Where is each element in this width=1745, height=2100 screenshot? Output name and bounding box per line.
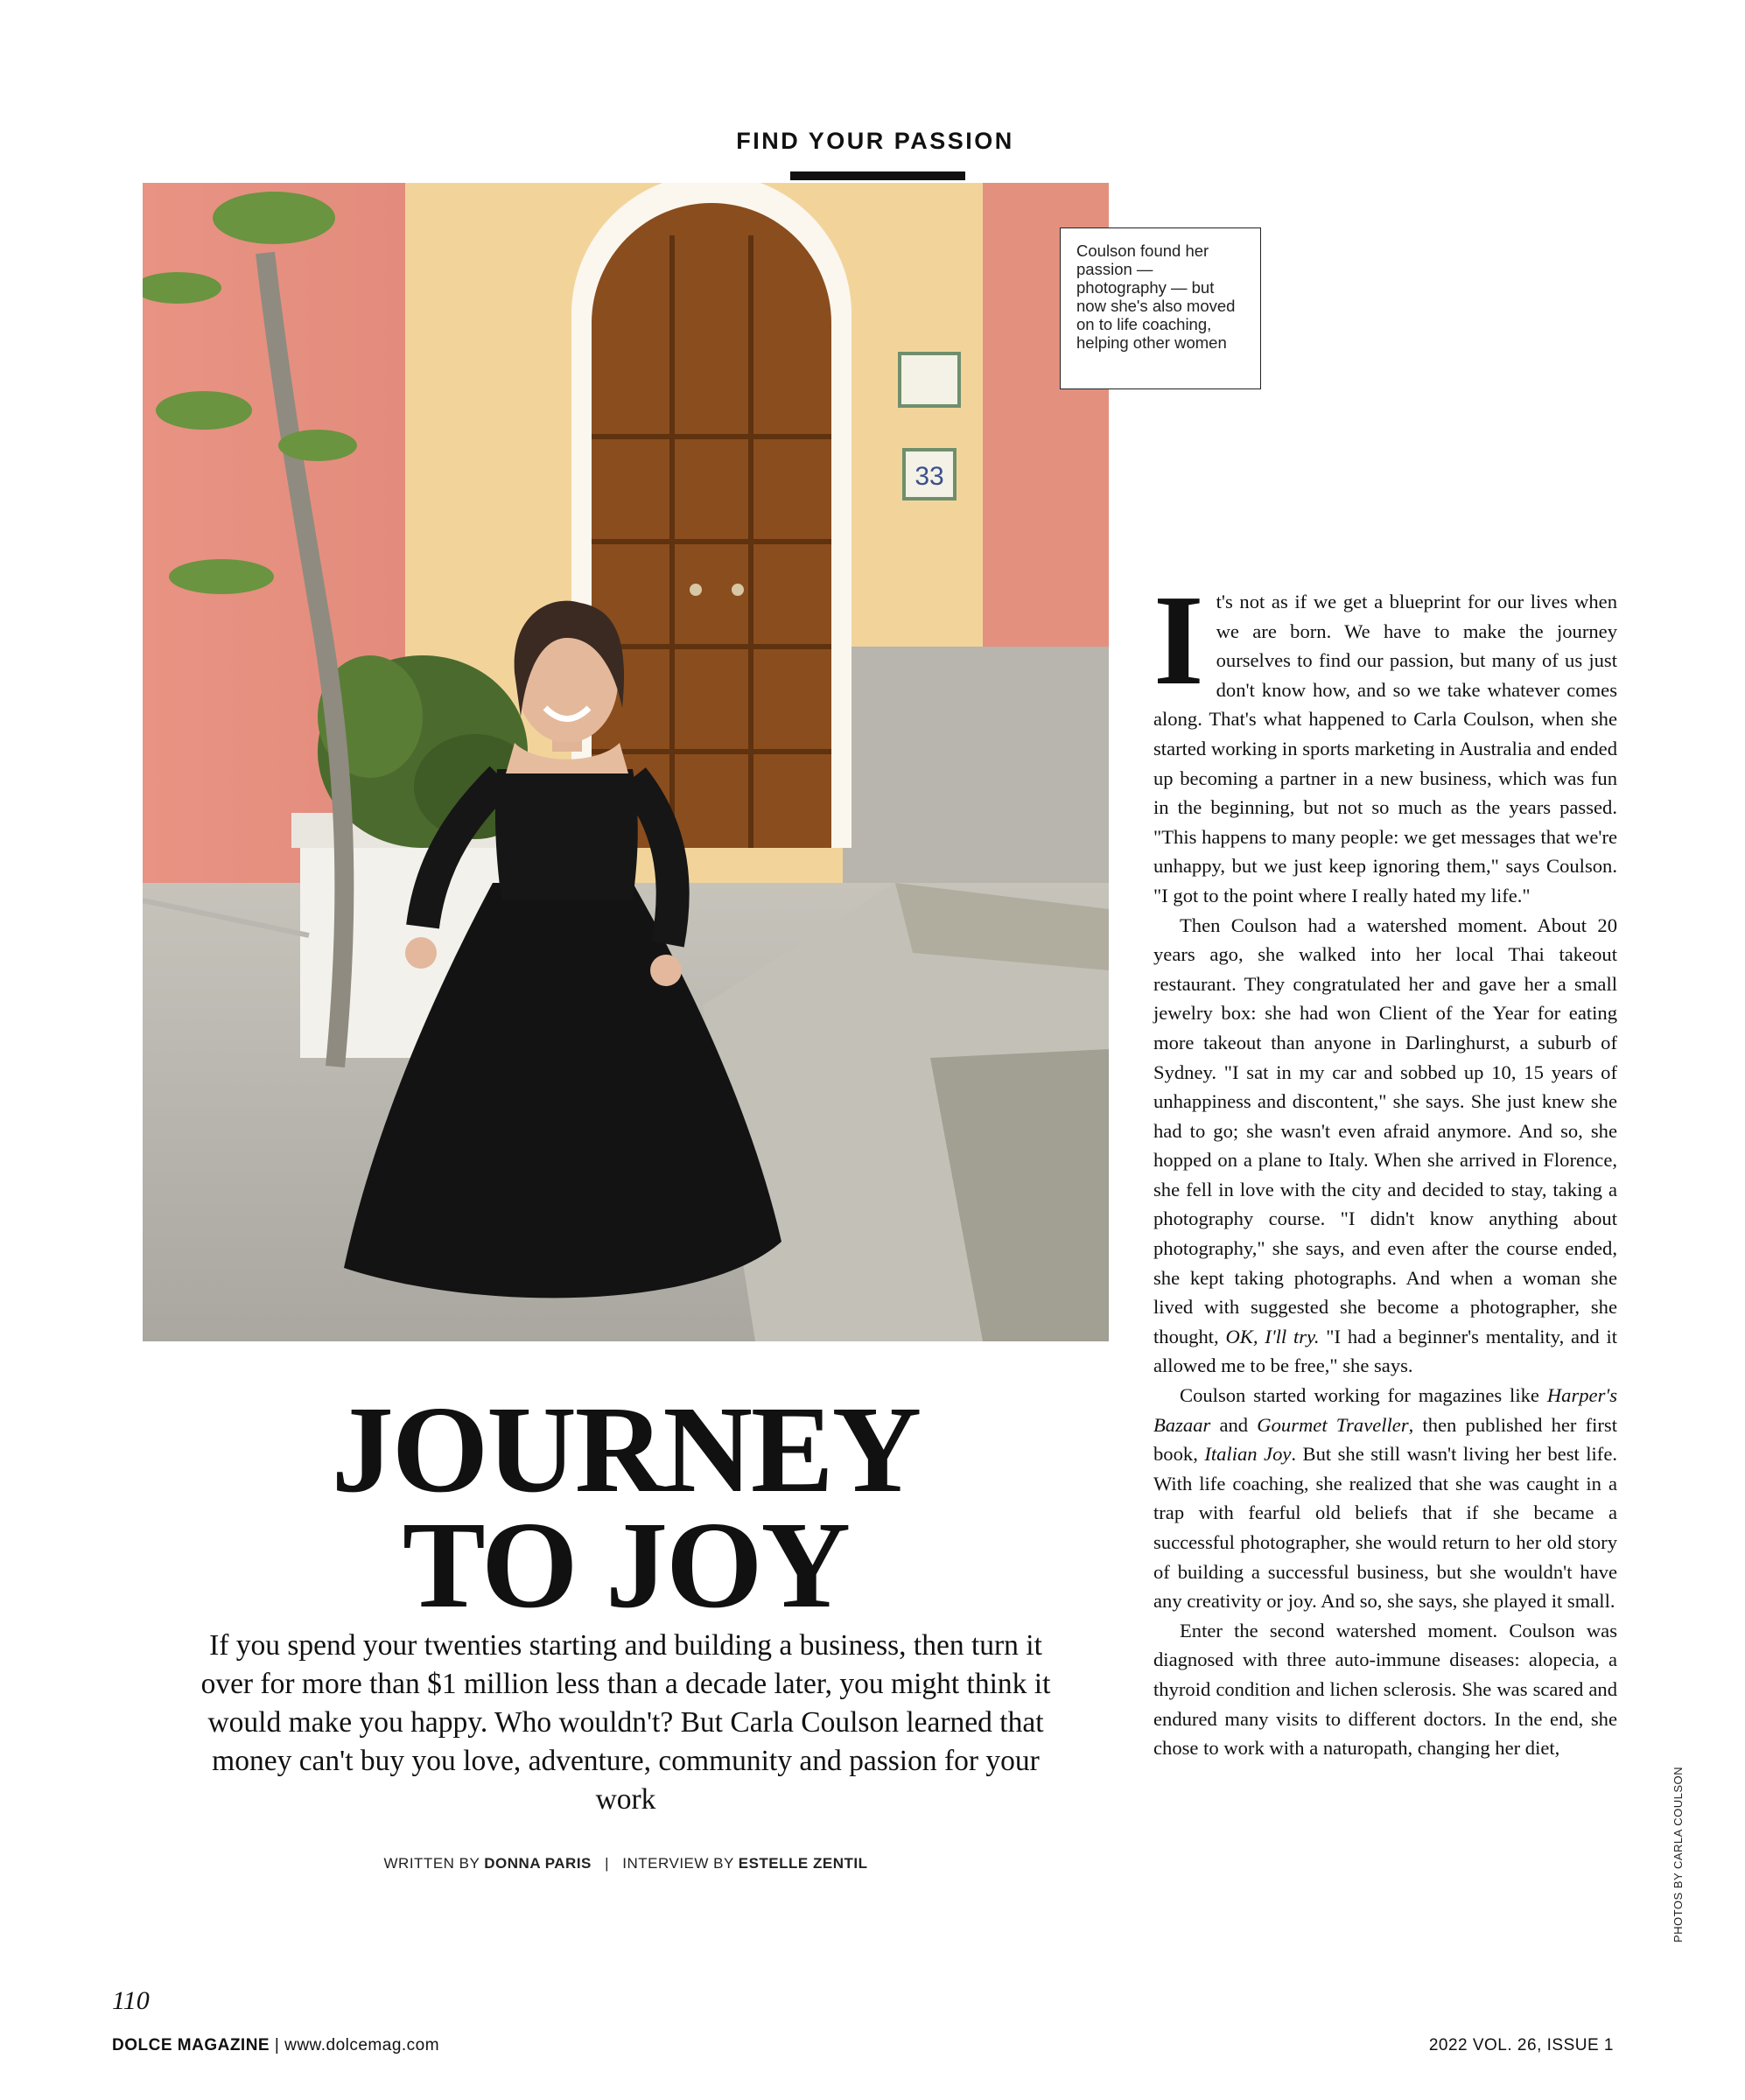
hero-photo [143, 183, 1109, 1341]
section-rule [790, 172, 965, 180]
drop-cap: I [1153, 569, 1204, 712]
body-p3-magazine-2: Gourmet Traveller [1257, 1413, 1409, 1436]
byline [143, 1855, 1109, 1872]
body-paragraph-2-text: Then Coulson had a watershed moment. About 20 years ago, she walked into her local Thai takeout restaurant. They congratulated her and gave her a small jewelry box: she had won Client of the Year for eating more takeout than anyone in Darlinghurst, a suburb of Sydney. "I sat in my car and sobbed up 10, 15 years of unhappiness and discontent," she says. She just knew she had to go; she wasn't even afraid anymore. And so, she hopped on a plane to Italy. When she arrived in Florence, she fell in love with the city and decided to stay, taking a photography course. "I didn't know anything about photography," she says, and even after the course ended, she kept taking photographs. And when a woman she lived with suggested she become a photographer, she thought, [1153, 914, 1617, 1348]
page-number: 110 [112, 1986, 150, 2015]
magazine-name: DOLCE MAGAZINE [112, 2036, 270, 2054]
interview-by-label: INTERVIEW BY [622, 1855, 734, 1872]
interviewer-name: ESTELLE ZENTIL [738, 1855, 868, 1872]
body-paragraph-1 [1153, 569, 1617, 911]
door-number: 33 [915, 462, 944, 491]
body-p3-book: Italian Joy [1204, 1443, 1292, 1466]
photo-credit: PHOTOS BY CARLA COULSON [1671, 1766, 1685, 1942]
issue-info: 2022 VOL. 26, ISSUE 1 [1428, 2036, 1614, 2054]
body-p3-a: Coulson started working for magazines like [1180, 1384, 1539, 1407]
body-paragraph-2-italic: OK, I'll try. [1225, 1325, 1320, 1348]
body-paragraph-2 [1153, 911, 1617, 1382]
footer-left [112, 2036, 439, 2055]
section-label: FIND YOUR PASSION [736, 128, 1014, 154]
body-p3-c: , then published her first book, [1153, 1413, 1617, 1466]
headline-line-1: JOURNEY [331, 1380, 921, 1518]
photo-caption: Coulson found her passion — photography — but now she's also moved on to life coaching, helping other women [1060, 228, 1261, 389]
byline-separator: | [605, 1855, 610, 1872]
body-paragraph-3 [1153, 1381, 1617, 1616]
dek: If you spend your twenties starting and building a business, then turn it over for more than $1 million less than a decade later, you might think it would make you happy. Who wouldn't? But Carla Coulson learned that money can't buy you love, adventure, community and passion for your work [200, 1629, 1051, 1816]
body-paragraph-2-end: "I had a beginner's mentality, and it allowed me to be free," she says. [1153, 1325, 1617, 1377]
writer-name: DONNA PARIS [484, 1855, 592, 1872]
body-paragraph-4: Enter the second watershed moment. Coulson was diagnosed with three auto-immune diseases: alopecia, a thyroid condition and lichen sclerosis. She was scared and endured many visits to different doctors. In the end, she chose to work with a naturopath, changing her diet, [1153, 1619, 1617, 1760]
body-p3-d: . But she still wasn't living her best life. With life coaching, she realized that she was caught in a trap with fearful old beliefs that if she became a successful photographer, she would return to her old story of building a successful business, but she wouldn't have any creativity or joy. And so, she says, she played it small. [1153, 1443, 1617, 1613]
written-by-label: WRITTEN BY [383, 1855, 480, 1872]
body-paragraph-1-text: t's not as if we get a blueprint for our lives when we are born. We have to make the journey ourselves to find our passion, but many of us just don't know how, and so we take whatever comes along. That's what happened to Carla Coulson, when she started working in sports marketing in Australia and ended up becoming a partner in a new business, which was fun in the beginning, but not so much as the years passed. "This happens to many people: we get messages that we're unhappy, but we just keep ignoring them," says Coulson. "I got to the point where I really hated my life." [1153, 591, 1617, 906]
body-p3-b: and [1219, 1413, 1249, 1436]
website-link[interactable]: www.dolcemag.com [284, 2036, 440, 2054]
headline-line-2: TO JOY [402, 1495, 850, 1634]
body-p3-magazine-1: Harper's Bazaar [1153, 1384, 1617, 1436]
article-body [1153, 569, 1617, 1763]
footer-separator: | [274, 2036, 280, 2054]
